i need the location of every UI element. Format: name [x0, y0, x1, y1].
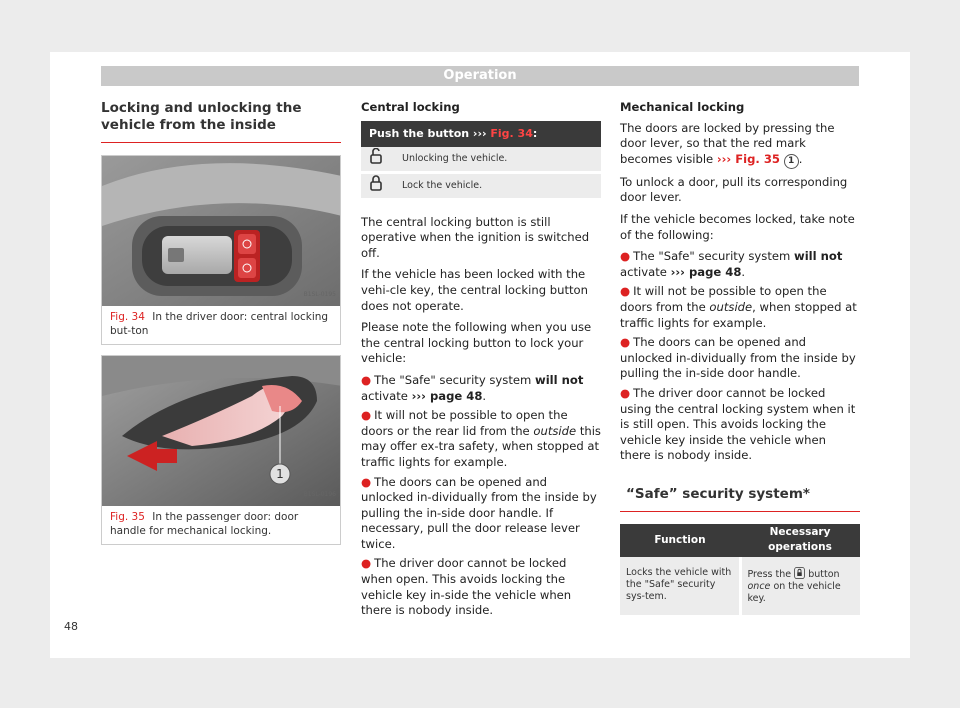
bullet-item: ● It will not be possible to open the doors or the rear lid from the outside this may offer ex-tra safety, when stopped at traffic lights for example. — [361, 408, 601, 469]
bullet-text: The driver door cannot be locked using the central locking system when it is still open. This avoids locking the vehicle key inside the vehicle when there is nobody inside. — [620, 385, 856, 463]
section-title: Locking and unlocking the vehicle from the inside — [101, 100, 341, 143]
cell-text: on the vehicle key. — [747, 581, 841, 605]
table-row — [361, 147, 601, 173]
bullet-text: activate — [620, 264, 667, 279]
driver-door-illustration — [102, 156, 340, 306]
bullet-text: The doors can be opened and unlocked in-dividually from the inside by pulling the in-side door handle. — [620, 335, 856, 381]
bullet-item: ● The driver door cannot be locked using the central locking system when it is still open. This avoids locking the vehicle key inside the vehicle when there is nobody inside. — [620, 385, 856, 463]
figure-code: B1SL-0196 — [303, 491, 336, 499]
italic-text: outside — [709, 299, 753, 314]
locked-padlock-icon — [361, 172, 396, 199]
central-locking-title: Central locking — [361, 100, 460, 114]
column-header: Necessary operations — [740, 524, 860, 557]
bullet-text: It will not be possible to open the doors from the — [620, 284, 827, 314]
paragraph: To unlock a door, pull its corresponding door lever. — [620, 174, 848, 205]
paragraph: Please note the following when you use the central locking button to lock your vehicle: — [361, 320, 592, 366]
bullet-text: The doors can be opened and unlocked in-dividually from the inside by pulling the in-side door handle. If necessary, pull the door release lever twice. — [361, 474, 597, 551]
figure-reference-link[interactable]: ››› Fig. 35 — [716, 151, 780, 166]
table-cell: Locks the vehicle with the "Safe" security sys-tem. — [620, 557, 740, 615]
bullet-item: ● The doors can be opened and unlocked in-dividually from the inside by pulling the in-side door handle. — [620, 335, 856, 381]
table-row — [620, 557, 860, 615]
bullet-text: The "Safe" security system — [374, 372, 532, 387]
bullet-item: ● The driver door cannot be locked when open. This avoids locking the vehicle key in-side the vehicle when there is nobody inside. — [361, 556, 572, 618]
driver-door-photo — [102, 156, 340, 306]
callout-marker: 1 — [784, 154, 799, 169]
figure-caption — [102, 306, 340, 344]
page-reference-link[interactable]: ››› page 48 — [411, 388, 483, 403]
safe-security-table — [620, 524, 860, 615]
page-header: Operation — [101, 66, 859, 86]
italic-text: outside — [533, 423, 577, 438]
passenger-door-photo — [102, 356, 340, 506]
bullet-text: this may offer ex-tra safety, when stopped at traffic lights for example. — [361, 423, 601, 469]
cell-text: Press the — [747, 569, 792, 581]
table-row — [361, 172, 601, 199]
bullet-item: ● The "Safe" security system will not activate ››› page 48. — [620, 249, 843, 279]
middle-column — [361, 100, 601, 623]
bullet-text: , when stopped at traffic lights for example. — [620, 299, 857, 330]
locked-padlock-icon — [794, 569, 805, 580]
paragraph: If the vehicle becomes locked, take note of the following: — [620, 211, 855, 242]
figure-number: Fig. 34 — [110, 311, 145, 323]
bold-text: will not — [534, 372, 584, 387]
column-header: Function — [620, 524, 740, 557]
paragraph: If the vehicle has been locked with the vehi-cle key, the central locking button does not operate. — [361, 267, 588, 313]
table-header-text: Push the button ››› — [369, 126, 487, 140]
bullet-text: The "Safe" security system — [633, 249, 791, 264]
door-handle-illustration — [102, 356, 340, 506]
page-number: 48 — [64, 620, 78, 633]
bullet-item: ● The "Safe" security system will not activate ››› page 48. — [361, 372, 584, 403]
callout-1: 1 — [276, 467, 284, 481]
unlocked-padlock-icon — [361, 147, 396, 173]
page-reference-link[interactable]: ››› page 48 — [670, 264, 742, 279]
figure-35 — [101, 355, 341, 545]
paragraph-text: The doors are locked by pressing the door lever, so that the red mark becomes visible — [620, 120, 835, 166]
bullet-text: It will not be possible to open the doors or the rear lid from the — [361, 408, 568, 438]
paragraph — [620, 121, 860, 169]
bullet-item: ● It will not be possible to open the doors from the outside, when stopped at traffic lights for example. — [620, 284, 857, 330]
bold-text: will not — [793, 249, 843, 264]
figure-34 — [101, 155, 341, 345]
table-cell — [740, 557, 860, 615]
paragraph: The central locking button is still operative when the ignition is switched off. — [361, 214, 590, 260]
figure-caption — [102, 506, 340, 544]
figure-caption-text: In the driver door: central locking but-ton — [110, 311, 329, 337]
table-cell: Lock the vehicle. — [396, 172, 601, 199]
bullet-text: activate — [361, 388, 408, 403]
cell-text: button — [808, 569, 840, 581]
central-locking-table — [361, 121, 601, 201]
safe-security-title: “Safe” security system* — [620, 486, 860, 512]
punctuation: . — [741, 264, 746, 279]
left-column — [101, 100, 341, 555]
figure-number: Fig. 35 — [110, 511, 145, 523]
punctuation: . — [798, 151, 803, 166]
figure-reference-link[interactable]: Fig. 34 — [490, 126, 533, 140]
bullet-item: ● The doors can be opened and unlocked in-dividually from the inside by pulling the in-side door handle. If necessary, pull the door release lever twice. — [361, 474, 597, 551]
table-header — [361, 121, 601, 147]
punctuation: . — [482, 388, 487, 403]
bullet-text: The driver door cannot be locked when open. This avoids locking the vehicle key in-side the vehicle when there is nobody inside. — [361, 556, 572, 618]
italic-text: once — [747, 581, 771, 593]
table-cell: Unlocking the vehicle. — [396, 147, 601, 173]
figure-caption-text: In the passenger door: door handle for mechanical locking. — [110, 511, 299, 537]
mechanical-locking-title: Mechanical locking — [620, 100, 745, 114]
table-header-colon: : — [532, 126, 538, 140]
right-column — [620, 100, 860, 615]
figure-code: B1SL-0195 — [303, 291, 336, 299]
